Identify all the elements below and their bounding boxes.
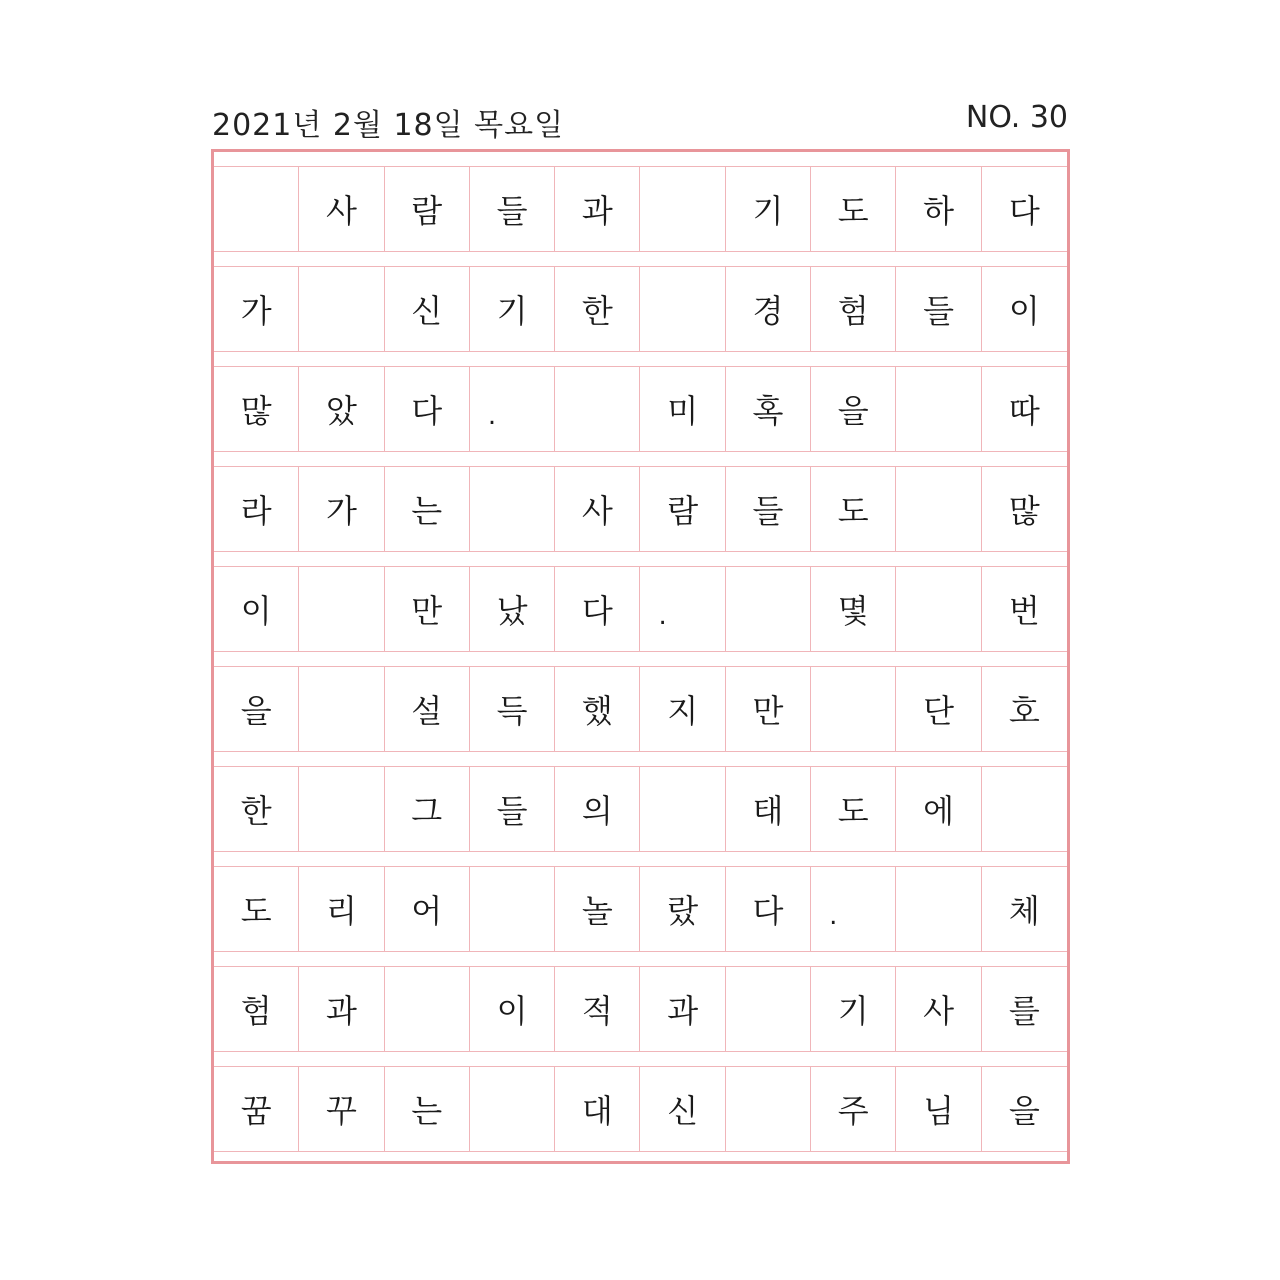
grid-cell: 단 xyxy=(896,667,981,751)
grid-cell xyxy=(299,567,384,651)
page-number: NO. 30 xyxy=(965,100,1068,135)
grid-row xyxy=(214,1066,1067,1152)
grid-cell: 이 xyxy=(470,967,555,1051)
grid-cell: 에 xyxy=(896,767,981,851)
grid-cell: 다 xyxy=(726,867,811,951)
grid-cell: 사 xyxy=(555,467,640,551)
grid-cell: 기 xyxy=(726,167,811,251)
grid-cell: 들 xyxy=(470,167,555,251)
grid-cell: 꿈 xyxy=(214,1067,299,1151)
grid-cell xyxy=(470,467,555,551)
diary-header xyxy=(212,96,1068,144)
grid-cell: 리 xyxy=(299,867,384,951)
grid-cell xyxy=(811,667,896,751)
grid-cell xyxy=(726,967,811,1051)
grid-cell: 만 xyxy=(385,567,470,651)
grid-cell: 랐 xyxy=(641,867,726,951)
grid-cell: 따 xyxy=(1008,392,1040,430)
grid-cell: 이 xyxy=(1008,292,1040,330)
grid-cell: 도 xyxy=(811,167,896,251)
grid-cell: 지 xyxy=(641,667,726,751)
grid-cell: 기 xyxy=(811,967,896,1051)
grid-cell xyxy=(641,167,726,251)
grid-cell: 사 xyxy=(299,167,384,251)
grid-cell: 그 xyxy=(385,767,470,851)
grid-cell: 사 xyxy=(896,967,981,1051)
grid-row xyxy=(214,666,1067,752)
grid-cell: 많 xyxy=(1008,492,1040,530)
grid-cell: 대 xyxy=(555,1067,640,1151)
grid-cell: 놀 xyxy=(555,867,640,951)
grid-cell xyxy=(982,767,1067,851)
grid-cell: . xyxy=(641,567,726,651)
grid-cell xyxy=(470,867,555,951)
grid-cell: 들 xyxy=(726,467,811,551)
grid-cell: 의 xyxy=(555,767,640,851)
grid-cell: 많 xyxy=(214,367,299,451)
grid-row xyxy=(214,166,1067,252)
grid-cell: 다 xyxy=(385,367,470,451)
grid-cell: 하 xyxy=(896,167,981,251)
grid-cell xyxy=(896,467,981,551)
grid-cell xyxy=(641,767,726,851)
grid-cell: 를 xyxy=(1008,992,1040,1030)
entry-date: 2021년 2월 18일 목요일 xyxy=(212,108,565,143)
grid-cell: 혹 xyxy=(726,367,811,451)
grid-row xyxy=(214,766,1067,852)
grid-cell xyxy=(470,1067,555,1151)
grid-cell xyxy=(214,167,299,251)
grid-row xyxy=(214,566,1067,652)
grid-cell: 한 xyxy=(555,267,640,351)
grid-cell: 을 xyxy=(811,367,896,451)
grid-cell xyxy=(896,567,981,651)
grid-row xyxy=(214,466,1067,552)
grid-cell: 이 xyxy=(214,567,299,651)
grid-cell: 도 xyxy=(811,467,896,551)
grid-cell xyxy=(555,367,640,451)
grid-cell: 을 xyxy=(1008,1092,1040,1130)
grid-row xyxy=(214,866,1067,952)
grid-cell: 라 xyxy=(214,467,299,551)
grid-cell: 적 xyxy=(555,967,640,1051)
grid-row xyxy=(214,266,1067,352)
grid-cell: 꾸 xyxy=(299,1067,384,1151)
grid-cell: 들 xyxy=(896,267,981,351)
grid-cell: 경 xyxy=(726,267,811,351)
grid-cell: 한 xyxy=(214,767,299,851)
grid-cell xyxy=(299,767,384,851)
grid-row xyxy=(214,366,1067,452)
grid-cell: 몇 xyxy=(811,567,896,651)
grid-cell xyxy=(385,967,470,1051)
grid-cell xyxy=(299,267,384,351)
grid-cell: 호 xyxy=(1008,692,1040,730)
grid-cell: 가 xyxy=(299,467,384,551)
grid-cell: 신 xyxy=(385,267,470,351)
grid-cell: 득 xyxy=(470,667,555,751)
grid-cell: . xyxy=(811,867,896,951)
grid-cell: 기 xyxy=(470,267,555,351)
grid-cell: 다 xyxy=(1008,192,1040,230)
grid-cell: 험 xyxy=(811,267,896,351)
grid-cell: 람 xyxy=(385,167,470,251)
grid-cell: 과 xyxy=(641,967,726,1051)
grid-cell: 았 xyxy=(299,367,384,451)
grid-cell: 주 xyxy=(811,1067,896,1151)
grid-cell: 험 xyxy=(214,967,299,1051)
grid-cell: 람 xyxy=(641,467,726,551)
grid-cell: 과 xyxy=(555,167,640,251)
grid-cell xyxy=(896,867,981,951)
grid-cell: 과 xyxy=(299,967,384,1051)
grid-cell: 는 xyxy=(385,1067,470,1151)
grid-cell: 태 xyxy=(726,767,811,851)
grid-cell: 번 xyxy=(1008,592,1040,630)
grid-cell: 가 xyxy=(214,267,299,351)
grid-cell: 어 xyxy=(385,867,470,951)
grid-cell xyxy=(726,567,811,651)
grid-cell xyxy=(726,1067,811,1151)
grid-cell: 님 xyxy=(896,1067,981,1151)
grid-cell: 들 xyxy=(470,767,555,851)
grid-row xyxy=(214,966,1067,1052)
grid-cell: 했 xyxy=(555,667,640,751)
grid-cell: 체 xyxy=(1008,892,1040,930)
grid-cell xyxy=(896,367,981,451)
grid-cell: . xyxy=(470,367,555,451)
grid-cell: 설 xyxy=(385,667,470,751)
grid-cell: 신 xyxy=(641,1067,726,1151)
grid-cell: 다 xyxy=(555,567,640,651)
grid-cell xyxy=(299,667,384,751)
grid-cell: 도 xyxy=(214,867,299,951)
grid-cell: 만 xyxy=(726,667,811,751)
grid-cell: 을 xyxy=(214,667,299,751)
manuscript-paper xyxy=(211,149,1070,1164)
grid-cell: 도 xyxy=(811,767,896,851)
grid-cell xyxy=(641,267,726,351)
grid-cell: 미 xyxy=(641,367,726,451)
grid-cell: 는 xyxy=(385,467,470,551)
grid-cell: 났 xyxy=(470,567,555,651)
